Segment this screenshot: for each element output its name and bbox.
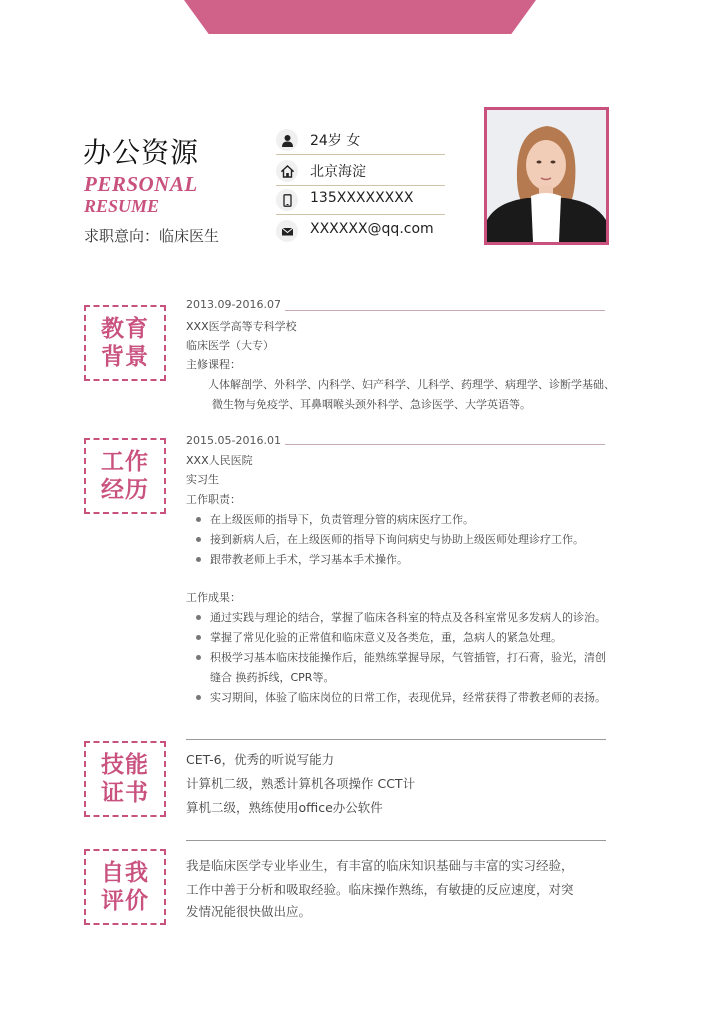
education-major: 临床医学（大专） bbox=[186, 339, 274, 352]
skills-line-1: CET-6，优秀的听说写能力 bbox=[186, 752, 335, 767]
education-school: XXX医学高等专科学校 bbox=[186, 320, 297, 333]
work-date: 2015.05-2016.01 bbox=[186, 434, 281, 447]
info-row-age-gender: 24岁 女 bbox=[276, 127, 445, 155]
work-result-continuation: 缝合 换药拆线，CPR等。 bbox=[210, 671, 335, 684]
work-duty-item: 跟带教老师上手术，学习基本手术操作。 bbox=[196, 551, 408, 567]
work-divider bbox=[285, 444, 605, 445]
evaluation-divider bbox=[186, 840, 606, 841]
skills-line-2: 计算机二级，熟悉计算机各项操作 CCT计 bbox=[186, 776, 416, 791]
work-result-item: 实习期间，体验了临床岗位的日常工作，表现优异，经常获得了带教老师的表扬。 bbox=[196, 689, 606, 705]
education-section-title: 教育 背景 bbox=[84, 305, 166, 381]
info-row-phone: 135XXXXXXXX bbox=[276, 187, 445, 215]
job-objective: 求职意向：临床医生 bbox=[84, 227, 220, 245]
education-divider bbox=[285, 310, 605, 311]
skills-divider bbox=[186, 739, 606, 740]
person-icon bbox=[276, 129, 298, 151]
skills-line-3: 算机二级，熟练使用office办公软件 bbox=[186, 800, 383, 815]
phone-icon bbox=[276, 189, 298, 211]
candidate-name: 办公资源 bbox=[83, 136, 200, 169]
evaluation-line-1: 我是临床医学专业毕业生，有丰富的临床知识基础与丰富的实习经验， bbox=[186, 858, 574, 873]
work-duty-item: 在上级医师的指导下，负责管理分管的病床医疗工作。 bbox=[196, 511, 474, 527]
info-row-location: 北京海淀 bbox=[276, 158, 445, 186]
education-courses-line-1: 人体解剖学、外科学、内科学、妇产科学、儿科学、药理学、病理学、诊断学基础、 bbox=[208, 378, 615, 391]
home-icon bbox=[276, 160, 298, 182]
work-result-item: 掌握了常见化验的正常值和临床意义及各类危，重，急病人的紧急处理。 bbox=[196, 629, 562, 645]
personal-heading: PERSONAL bbox=[84, 172, 198, 196]
work-result-item: 通过实践与理论的结合，掌握了临床各科室的特点及各科室常见多发病人的诊治。 bbox=[196, 609, 606, 625]
work-section-title: 工作 经历 bbox=[84, 438, 166, 514]
work-duties-label: 工作职责： bbox=[186, 493, 241, 506]
work-company: XXX人民医院 bbox=[186, 454, 253, 467]
resume-heading: RESUME bbox=[84, 196, 160, 216]
evaluation-line-2: 工作中善于分析和吸取经验。临床操作熟练，有敏捷的反应速度，对突 bbox=[186, 882, 574, 897]
top-decoration-band bbox=[184, 0, 536, 34]
evaluation-line-3: 发情况能很快做出应。 bbox=[186, 904, 312, 919]
work-role: 实习生 bbox=[186, 473, 219, 486]
evaluation-section-title: 自我 评价 bbox=[84, 849, 166, 925]
education-courses-label: 主修课程： bbox=[186, 358, 241, 371]
work-result-item: 积极学习基本临床技能操作后，能熟练掌握导尿，气管插管，打石膏，验光，清创 bbox=[196, 649, 606, 665]
education-courses-line-2: 微生物与免疫学、耳鼻咽喉头颈外科学、急诊医学、大学英语等。 bbox=[212, 398, 531, 411]
profile-photo bbox=[484, 107, 609, 245]
info-row-email: XXXXXX@qq.com bbox=[276, 218, 445, 245]
work-duty-item: 接到新病人后，在上级医师的指导下询问病史与协助上级医师处理诊疗工作。 bbox=[196, 531, 584, 547]
mail-icon bbox=[276, 220, 298, 242]
education-date: 2013.09-2016.07 bbox=[186, 298, 281, 311]
work-results-label: 工作成果： bbox=[186, 591, 241, 604]
skills-section-title: 技能 证书 bbox=[84, 741, 166, 817]
